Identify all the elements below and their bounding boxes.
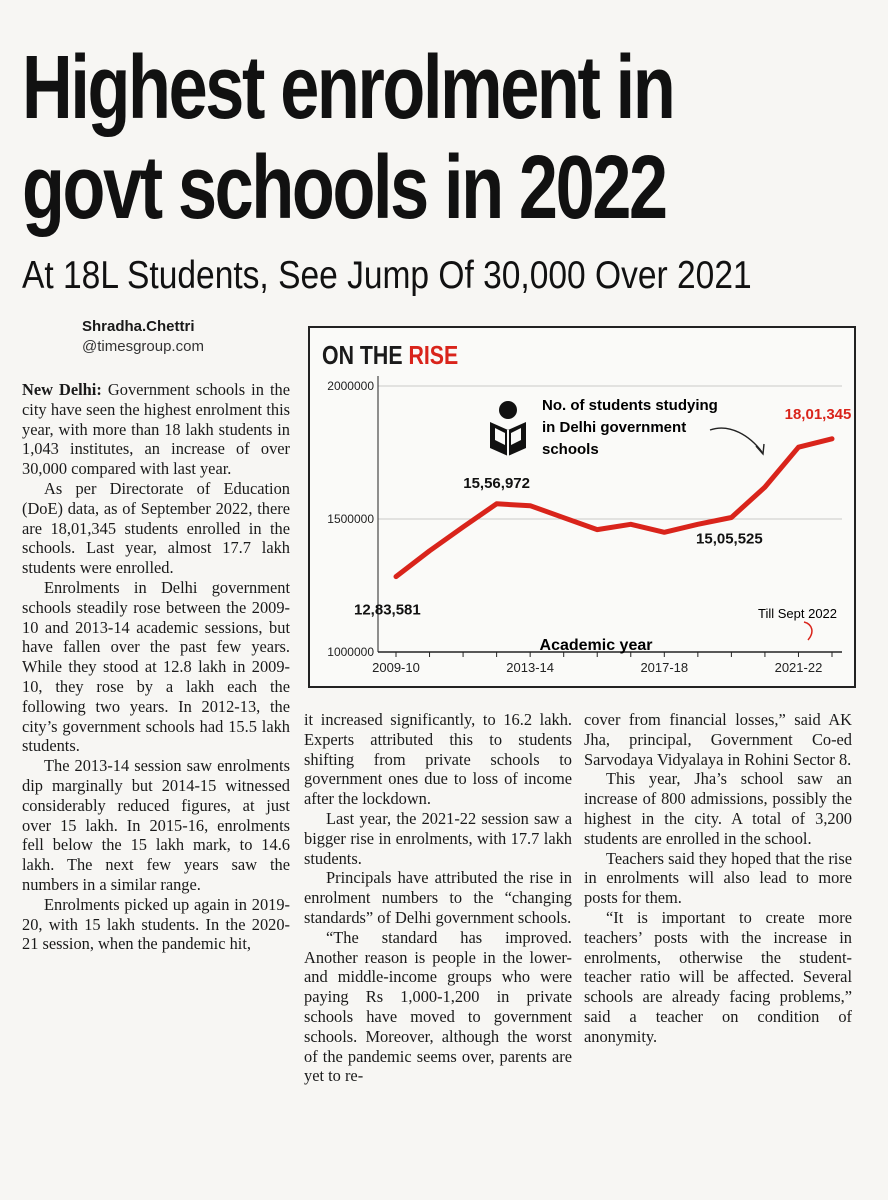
article-column-1 <box>22 380 290 954</box>
chart-plot <box>310 328 854 686</box>
chart-title-part-2: RISE <box>408 340 459 370</box>
legend-line-3: schools <box>542 441 599 458</box>
byline <box>82 318 204 355</box>
article-paragraph: As per Directorate of Education (DoE) data, as of September 2022, there are 18,01,345 students enrolled in the schools. Last year, almost 17.7 lakh students were enrolled. <box>22 478 290 578</box>
article-paragraph: Teachers said they hoped that the rise in enrolments will also lead to more posts for them. <box>584 848 852 908</box>
article-paragraph: Enrolments in Delhi government schools steadily rose between the 2009-10 and 2013-14 academic sessions, but have fallen over the past few years. While they stood at 12.8 lakh in 2009-10, they rose by a lakh each the following two years. In 2012-13, the city’s government schools had 15.5 lakh students. <box>22 577 290 756</box>
dateline: New Delhi: <box>22 380 102 399</box>
data-label: 15,56,972 <box>463 474 530 492</box>
data-label: 12,83,581 <box>354 601 421 619</box>
legend-arrow <box>710 428 762 452</box>
article-column-3 <box>584 710 852 1047</box>
article-paragraph <box>22 380 290 479</box>
headline-line-2: govt schools in 2022 <box>22 138 666 238</box>
y-tick-label: 1000000 <box>327 645 374 659</box>
paragraph-text: Government schools in the city have seen the highest enrolment this year, with more than 18 lakh students in 1,043 institutes, an increase of over 30,000 compared with last year. <box>22 380 290 479</box>
article-paragraph: This year, Jha’s school saw an increase of 800 admissions, possibly the highest in the city. A total of 3,200 students are enrolled in the school. <box>584 769 852 848</box>
y-tick-label: 2000000 <box>327 379 374 393</box>
series-line <box>396 439 832 577</box>
x-axis-label: Academic year <box>539 637 653 654</box>
enrolment-series-line <box>396 439 832 577</box>
student-reading-icon <box>490 401 526 456</box>
author-name: Shradha.Chettri <box>82 318 195 335</box>
data-label: 18,01,345 <box>784 405 852 423</box>
x-tick-label: 2017-18 <box>640 660 689 675</box>
x-tick-label: 2013-14 <box>506 660 555 675</box>
article-paragraph: cover from financial losses,” said AK Jha, principal, Government Co-ed Sarvodaya Vidyalaya in Rohini Sector 8. <box>584 710 852 769</box>
headline-line-1: Highest enrolment in <box>22 38 674 138</box>
data-labels <box>354 406 851 619</box>
till-sept-note: Till Sept 2022 <box>758 606 838 621</box>
y-tick-label: 1500000 <box>327 512 374 526</box>
article-paragraph: it increased significantly, to 16.2 lakh. Experts attributed this to students shifting from private schools to government ones due to loss of income after the lockdown. <box>304 710 572 809</box>
article-paragraph: The 2013-14 session saw enrolments dip marginally but 2014-15 witnessed considerably reduced figures, at just over 15 lakh. In 2015-16, enrolments fell below the 15 lakh mark, to 14.6 lakh. The next few years saw the numbers in a similar range. <box>22 756 290 894</box>
author-org: @timesgroup.com <box>82 338 204 355</box>
x-tick-label: 2021-22 <box>774 660 823 675</box>
article-paragraph: “The standard has improved. Another reason is people in the lower- and middle-income groups who were paying Rs 1,000-1,200 in private schools have moved to government schools. Moreover, although the worst of the pandemic seems over, parents are yet to re- <box>304 927 572 1086</box>
article-paragraph: Enrolments picked up again in 2019-20, with 15 lakh students. In the 2020-21 session, when the pandemic hit, <box>22 894 290 954</box>
chart-title-part-1: ON THE <box>322 340 409 370</box>
data-label: 15,05,525 <box>696 530 763 548</box>
subheadline: At 18L Students, See Jump Of 30,000 Over 2021 <box>22 254 752 297</box>
article-paragraph: Last year, the 2021-22 session saw a bigger rise in enrolments, with 17.7 lakh students. <box>304 808 572 868</box>
article-paragraph: Principals have attributed the rise in enrolment numbers to the “changing standards” of Delhi government schools. <box>304 868 572 927</box>
legend-line-2: in Delhi government <box>542 419 687 436</box>
article-column-2 <box>304 710 572 1086</box>
headline <box>22 38 685 238</box>
enrolment-chart <box>308 326 856 688</box>
x-tick-label: 2009-10 <box>372 660 420 675</box>
legend-line-1: No. of students studying <box>542 397 718 414</box>
note-arrow <box>804 622 812 640</box>
article-paragraph: “It is important to create more teachers’ posts with the increase in enrolments, otherwise the student-teacher ratio will be affected. Several schools are already facing problems,” said a teacher on condition of anonymity. <box>584 907 852 1046</box>
